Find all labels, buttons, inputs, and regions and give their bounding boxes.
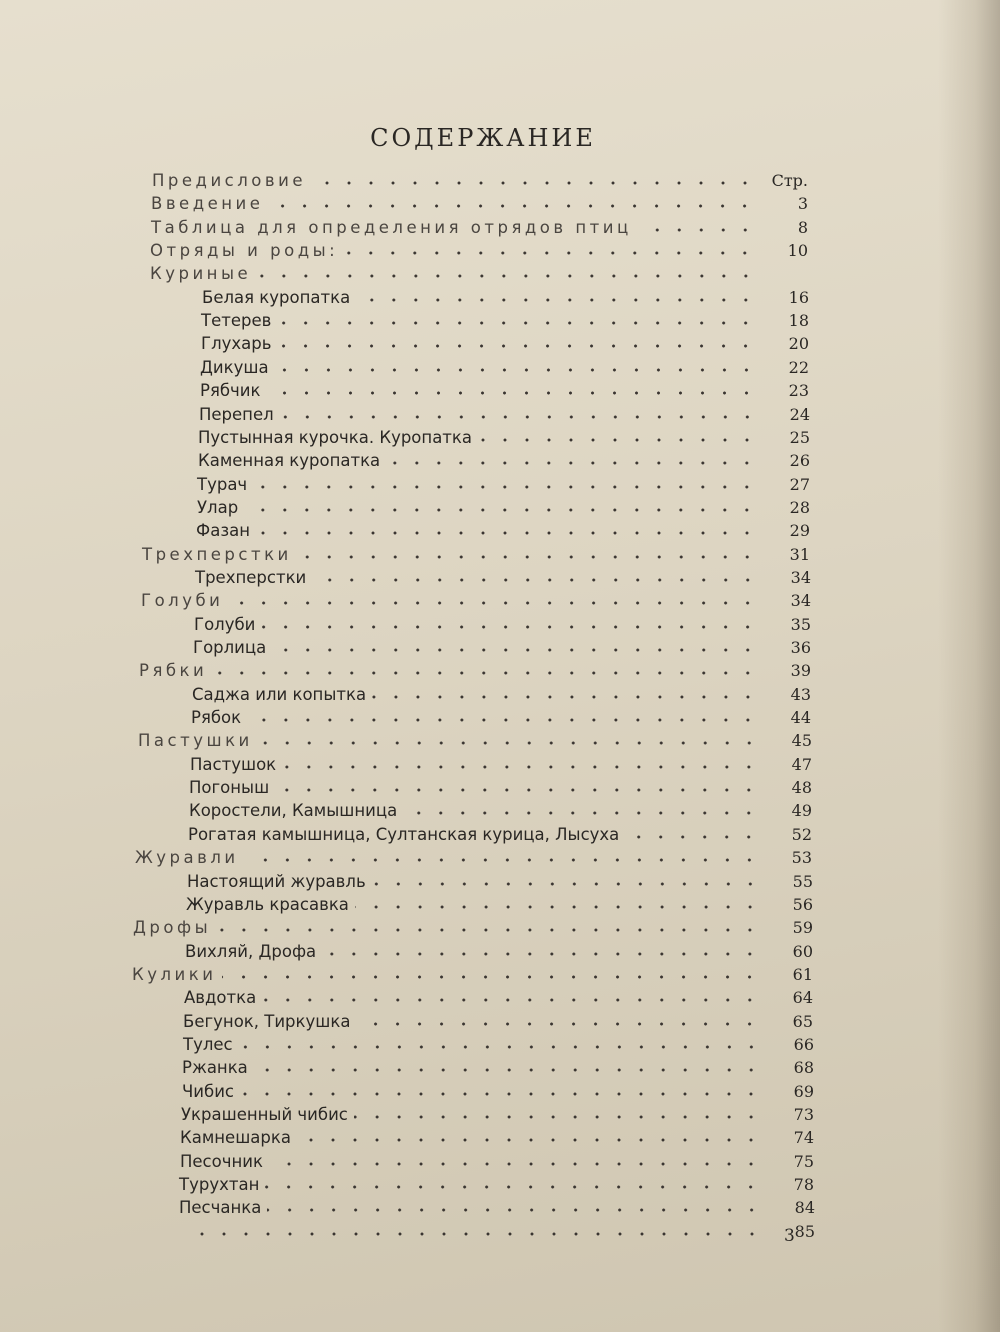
dot-leader — [265, 1185, 762, 1189]
toc-entry-page: 56 — [792, 894, 813, 914]
toc-entry — [195, 565, 811, 587]
toc-entry-page: 36 — [790, 638, 811, 657]
toc-entry — [180, 1125, 814, 1147]
dot-leader — [356, 1022, 761, 1026]
page-title: СОДЕРЖАНИЕ — [370, 124, 596, 152]
toc-entry-page: Стр. — [771, 171, 808, 190]
toc-entry-label: Фазан — [196, 521, 250, 541]
toc-entry-page: 27 — [789, 474, 810, 494]
dot-leader — [269, 204, 756, 208]
toc-entry-page: 20 — [788, 334, 809, 354]
toc-entry-page: 24 — [789, 404, 810, 424]
toc-entry — [182, 1055, 814, 1077]
toc-entry-label: Глухарь — [201, 334, 272, 354]
dot-leader — [355, 905, 761, 909]
toc-entry-label: Трехперстки — [195, 567, 307, 587]
toc-entry-page: 10 — [787, 241, 808, 261]
toc-entry-label: Камнешарка — [180, 1128, 291, 1148]
toc-entry — [189, 775, 812, 797]
toc-entry — [180, 1149, 814, 1171]
toc-entry-page: 52 — [791, 824, 812, 844]
toc-entry-label: Украшенный чибис — [181, 1105, 348, 1124]
toc-entry-label: Трехперстки — [142, 544, 292, 564]
toc-entry-label: Дикуша — [200, 357, 269, 377]
toc-entry — [200, 355, 809, 377]
toc-entry-label: Кулики — [132, 964, 217, 984]
dot-leader — [625, 835, 760, 839]
toc-entry-label: Каменная куропатка — [198, 451, 381, 471]
toc-entry — [193, 635, 811, 657]
toc-entry — [190, 752, 812, 774]
toc-entry — [194, 612, 811, 634]
dot-leader — [403, 811, 760, 815]
toc-entry-label: Тетерев — [201, 311, 272, 331]
toc-entry-label: Песчанка — [179, 1198, 262, 1218]
toc-entry-page: 39 — [790, 661, 811, 681]
dot-leader — [213, 671, 759, 675]
toc-entry-page: 69 — [793, 1081, 814, 1101]
toc-entry-label: Журавли — [135, 848, 239, 868]
toc-entry-label: Журавль красавка — [186, 894, 349, 914]
dot-leader — [217, 928, 761, 932]
toc-entry-label: Отряды и роды: — [150, 241, 339, 261]
toc-entry-label: Авдотка — [184, 988, 257, 1008]
toc-entry — [196, 518, 810, 540]
toc-entry-page: 45 — [791, 731, 812, 751]
dot-leader — [282, 765, 760, 769]
dot-leader — [254, 1068, 762, 1072]
toc-entry — [189, 798, 812, 820]
toc-entry-page: 34 — [790, 591, 811, 611]
toc-entry-page: 61 — [792, 964, 813, 984]
dot-leader — [247, 718, 759, 722]
dot-leader — [239, 1045, 762, 1049]
toc-entry — [201, 331, 809, 353]
toc-entry-label: Введение — [151, 194, 264, 214]
toc-entry-label: Рябок — [191, 708, 242, 728]
toc-entry-label: Улар — [197, 497, 239, 517]
toc-entry — [184, 985, 813, 1007]
dot-leader — [222, 975, 761, 979]
toc-entry-page: 74 — [793, 1128, 814, 1148]
toc-entry-page: 66 — [793, 1034, 814, 1054]
toc-entry-page: 34 — [790, 567, 811, 587]
toc-entry-label: Бегунок, Тиркушка — [183, 1011, 351, 1031]
toc-entry-label: Голуби — [141, 591, 224, 611]
dot-leader — [297, 1138, 762, 1142]
dot-leader — [354, 1115, 762, 1119]
toc-entry — [201, 308, 809, 330]
dot-leader — [267, 1208, 763, 1212]
toc-entry — [150, 238, 808, 260]
dot-leader — [356, 298, 757, 302]
dot-leader — [638, 228, 756, 232]
toc-entry-page: 48 — [791, 778, 812, 798]
toc-entry — [141, 588, 811, 610]
toc-entry-page: 75 — [793, 1151, 814, 1171]
dot-leader — [259, 741, 760, 745]
toc-entry-page: 47 — [791, 754, 812, 774]
toc-entry — [187, 869, 813, 891]
dot-leader — [312, 181, 756, 185]
toc-entry-page: 22 — [788, 357, 809, 377]
dot-leader — [267, 391, 758, 395]
dot-leader — [240, 1092, 762, 1096]
toc-entry-label: Рогатая камышница, Султанская курица, Лысуха — [188, 824, 620, 844]
toc-entry-page: 25 — [789, 427, 810, 447]
toc-entry-label: Таблица для определения отрядов птиц — [151, 217, 632, 237]
toc-entry-page: 55 — [792, 871, 813, 891]
toc-entry — [152, 168, 808, 190]
toc-entry-page: 3 — [797, 194, 808, 214]
dot-leader — [184, 1232, 763, 1236]
toc-entry — [197, 472, 810, 494]
dot-leader — [275, 788, 760, 792]
toc-entry-label: Пустынная курочка. Куропатка — [198, 427, 472, 447]
toc-entry — [199, 402, 810, 424]
toc-entry-label: Коростели, Камышница — [189, 801, 398, 821]
toc-entry — [186, 892, 813, 914]
dot-leader — [272, 648, 759, 652]
toc-entry-label: Куриные — [150, 264, 252, 284]
toc-entry — [185, 939, 813, 961]
toc-entry — [188, 822, 812, 844]
toc-entry — [197, 495, 810, 517]
toc-entry-label: Турухтан — [179, 1175, 260, 1195]
toc-entry — [132, 962, 813, 984]
dot-leader — [372, 695, 759, 699]
dot-leader — [372, 882, 761, 886]
toc-entry — [182, 1079, 814, 1101]
toc-entry-label: Перепел — [199, 404, 274, 424]
dot-leader — [269, 1162, 762, 1166]
toc-entry — [142, 542, 810, 564]
toc-entry — [138, 728, 812, 750]
toc-entry — [192, 682, 811, 704]
toc-entry-page: 59 — [792, 918, 813, 938]
toc-entry-page: 53 — [791, 848, 812, 868]
dot-leader — [261, 625, 759, 629]
toc-entry-page: 84 — [794, 1198, 815, 1218]
toc-entry-page: 16 — [788, 287, 809, 307]
toc-entry-page: 23 — [788, 381, 809, 401]
dot-leader — [277, 321, 757, 325]
dot-leader — [312, 578, 759, 582]
dot-leader — [244, 508, 758, 512]
toc-entry-label: Вихляй, Дрофа — [185, 941, 317, 961]
toc-entry-page: 65 — [792, 1011, 813, 1031]
toc-entry — [139, 658, 811, 680]
toc-entry-page: 31 — [789, 544, 810, 564]
toc-entry-label: Погоныш — [189, 778, 270, 798]
toc-entry-page: 43 — [790, 684, 811, 704]
toc-entry-label: Голуби — [194, 614, 256, 634]
toc-entry-page: 49 — [791, 801, 812, 821]
toc-entry-page: 68 — [793, 1058, 814, 1078]
toc-entry-page: 8 — [797, 217, 808, 237]
toc-entry — [178, 1219, 815, 1241]
toc-entry — [151, 191, 808, 213]
toc-entry-label: Ржанка — [182, 1058, 248, 1078]
toc-entry-label: Горлица — [193, 638, 267, 657]
toc-entry — [135, 845, 812, 867]
toc-entry — [198, 448, 810, 470]
toc-entry-page: 73 — [793, 1105, 814, 1124]
dot-leader — [322, 952, 761, 956]
dot-leader — [280, 415, 758, 419]
toc-entry-page: 29 — [789, 521, 810, 541]
dot-leader — [256, 531, 758, 535]
dot-leader — [253, 485, 758, 489]
toc-entry — [183, 1032, 814, 1054]
dot-leader — [386, 461, 758, 465]
toc-entry-label: Тулес — [183, 1034, 233, 1054]
dot-leader — [344, 251, 756, 255]
toc-entry-label: Песочник — [180, 1151, 263, 1171]
toc-entry-label: Белая куропатка — [202, 287, 351, 307]
toc-entry-label: Дрофы — [133, 918, 212, 938]
toc-entry — [202, 285, 809, 307]
toc-entry — [181, 1102, 814, 1124]
toc-entry-page: 60 — [792, 941, 813, 961]
toc-entry-page: 44 — [790, 708, 811, 728]
toc-entry-page: 18 — [788, 311, 809, 331]
toc-entry-page: 78 — [793, 1175, 814, 1195]
toc-entry — [179, 1195, 815, 1217]
toc-entry-label: Рябки — [139, 661, 208, 681]
dot-leader — [257, 274, 757, 278]
toc-entry — [191, 705, 811, 727]
toc-entry — [151, 215, 808, 237]
page-number: 3 — [784, 1226, 795, 1246]
toc-entry — [200, 378, 809, 400]
dot-leader — [245, 858, 760, 862]
toc-entry-label: Турач — [197, 474, 248, 494]
toc-entry — [198, 425, 810, 447]
toc-entry-label: Предисловие — [152, 171, 306, 190]
toc-entry-label: Чибис — [182, 1081, 235, 1101]
toc-entry-label: Рябчик — [200, 381, 261, 401]
page-edge-shadow — [938, 0, 1000, 1332]
dot-leader — [478, 438, 758, 442]
dot-leader — [275, 368, 757, 372]
toc-entry-page: 64 — [792, 988, 813, 1008]
toc-entry — [150, 261, 809, 283]
toc-entry-page: 35 — [790, 614, 811, 634]
toc-entry-label: Пастушки — [138, 731, 253, 751]
toc-entry-page: 28 — [789, 497, 810, 517]
dot-leader — [262, 998, 761, 1002]
toc-entry-page: 26 — [789, 451, 810, 471]
dot-leader — [277, 344, 757, 348]
toc-entry-page: 85 — [794, 1221, 815, 1241]
dot-leader — [229, 601, 759, 605]
toc-entry-label: Пастушок — [190, 754, 277, 774]
toc-entry — [133, 915, 813, 937]
toc-entry — [179, 1172, 814, 1194]
toc-entry-label: Настоящий журавль — [187, 871, 366, 891]
dot-leader — [298, 555, 758, 559]
toc-entry — [183, 1009, 813, 1031]
toc-entry-label: Саджа или копытка — [192, 684, 367, 704]
